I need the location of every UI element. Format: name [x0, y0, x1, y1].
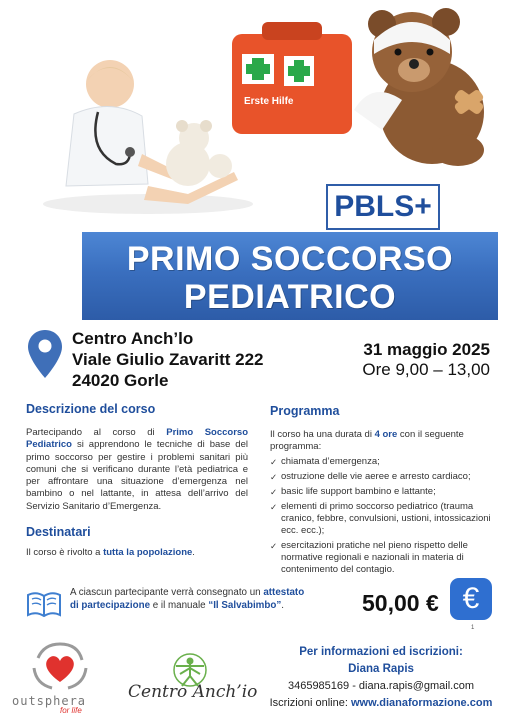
- location-pin-icon: [28, 330, 62, 378]
- child-doctor-photo: [38, 54, 258, 219]
- certificate-manual: “Il Salvabimbo”: [208, 600, 282, 611]
- program-duration: 4 ore: [374, 429, 398, 440]
- program-list: [270, 456, 495, 576]
- kit-label: Erste Hilfe: [244, 96, 294, 107]
- contact-info: [262, 644, 500, 712]
- description-text-a: Partecipando al corso di: [26, 427, 167, 438]
- course-title-band: [82, 232, 498, 320]
- program-column: [270, 404, 495, 579]
- description-text: [26, 427, 248, 513]
- recipients-text-a: Il corso è rivolto a: [26, 547, 104, 559]
- certificate-text-b: e il manuale: [150, 600, 209, 611]
- program-item: ✓ ostruzione delle vie aeree e arresto cardiaco;: [270, 471, 495, 483]
- website-label: Iscrizioni online:: [269, 697, 351, 709]
- open-book-icon: [26, 589, 62, 619]
- price-footnote: 1: [471, 625, 475, 631]
- centro-anchio-logo-text: Centro Anch’io: [128, 682, 258, 702]
- program-intro: [270, 429, 495, 454]
- euro-icon: €: [450, 578, 492, 620]
- program-intro-a: Il corso ha una durata di: [270, 429, 375, 440]
- contact-heading: Per informazioni ed iscrizioni:: [299, 646, 463, 658]
- program-item: ✓ chiamata d’emergenza;: [270, 456, 495, 468]
- course-date: 31 maggio 2025: [363, 340, 490, 359]
- title-line-1: PRIMO SOCCORSO: [126, 240, 454, 278]
- recipients-text: [26, 547, 248, 559]
- pbls-badge: PBLS+: [326, 184, 440, 230]
- recipients-title: Destinatari: [26, 525, 91, 540]
- recipients-audience: tutta la popolazione: [103, 547, 193, 559]
- program-intro-b: con il seguente programma:: [270, 429, 464, 453]
- course-price: 50,00 €: [362, 590, 439, 616]
- description-column: [26, 402, 248, 559]
- website-link[interactable]: www.dianaformazione.com: [350, 697, 493, 709]
- contact-phone-email: 3465985169 - diana.rapis@gmail.com: [287, 680, 475, 692]
- certificate-text-end: .: [281, 600, 284, 611]
- outsphera-heart-logo: [30, 640, 90, 692]
- contact-website: [262, 695, 500, 712]
- certificate-text-a: A ciascun partecipante verrà consegnato un: [70, 587, 264, 598]
- contact-name: Diana Rapis: [348, 663, 414, 675]
- outsphera-logo-text: outsphera: [12, 694, 87, 708]
- certificate-attestato: attestato di partecipazione: [70, 587, 305, 611]
- venue-address: [72, 328, 264, 391]
- description-course-name: Primo Soccorso Pediatrico: [26, 427, 249, 451]
- teddy-first-aid-photo: [232, 0, 494, 170]
- title-line-2: PEDIATRICO: [183, 278, 397, 316]
- venue-name: Centro Anch’lo: [72, 329, 194, 348]
- course-time: Ore 9,00 – 13,00: [362, 360, 490, 379]
- program-item: ✓ esercitazioni pratiche nel pieno rispetto delle normative regionali e nazionali in materia di contenimento del contagio.: [270, 540, 495, 576]
- program-item: ✓ elementi di primo soccorso pediatrico (trauma cranico, febbre, convulsioni, ustioni, intossicazioni ecc. ecc.);: [270, 501, 495, 537]
- course-schedule: [340, 340, 490, 380]
- venue-street: Viale Giulio Zavaritt 222: [72, 350, 264, 369]
- certificate-note: [70, 586, 310, 612]
- outsphera-tagline: for life: [60, 706, 82, 715]
- description-title: Descrizione del corso: [26, 402, 156, 416]
- venue-city: 24020 Gorle: [72, 371, 169, 390]
- recipients-text-end: .: [192, 547, 195, 559]
- description-text-b: si apprendono le tecniche di base del primo soccorso per gestire i problemi sanitari più comuni che si verificano durante l’età pediatrica e per affrontare una situazione d’emergenza nel bambino o nel lattante, in attesa dell’arrivo del Servizio Sanitario d’Emergenza.: [26, 439, 248, 512]
- program-item: ✓ basic life support bambino e lattante;: [270, 486, 495, 498]
- program-title: Programma: [270, 404, 340, 418]
